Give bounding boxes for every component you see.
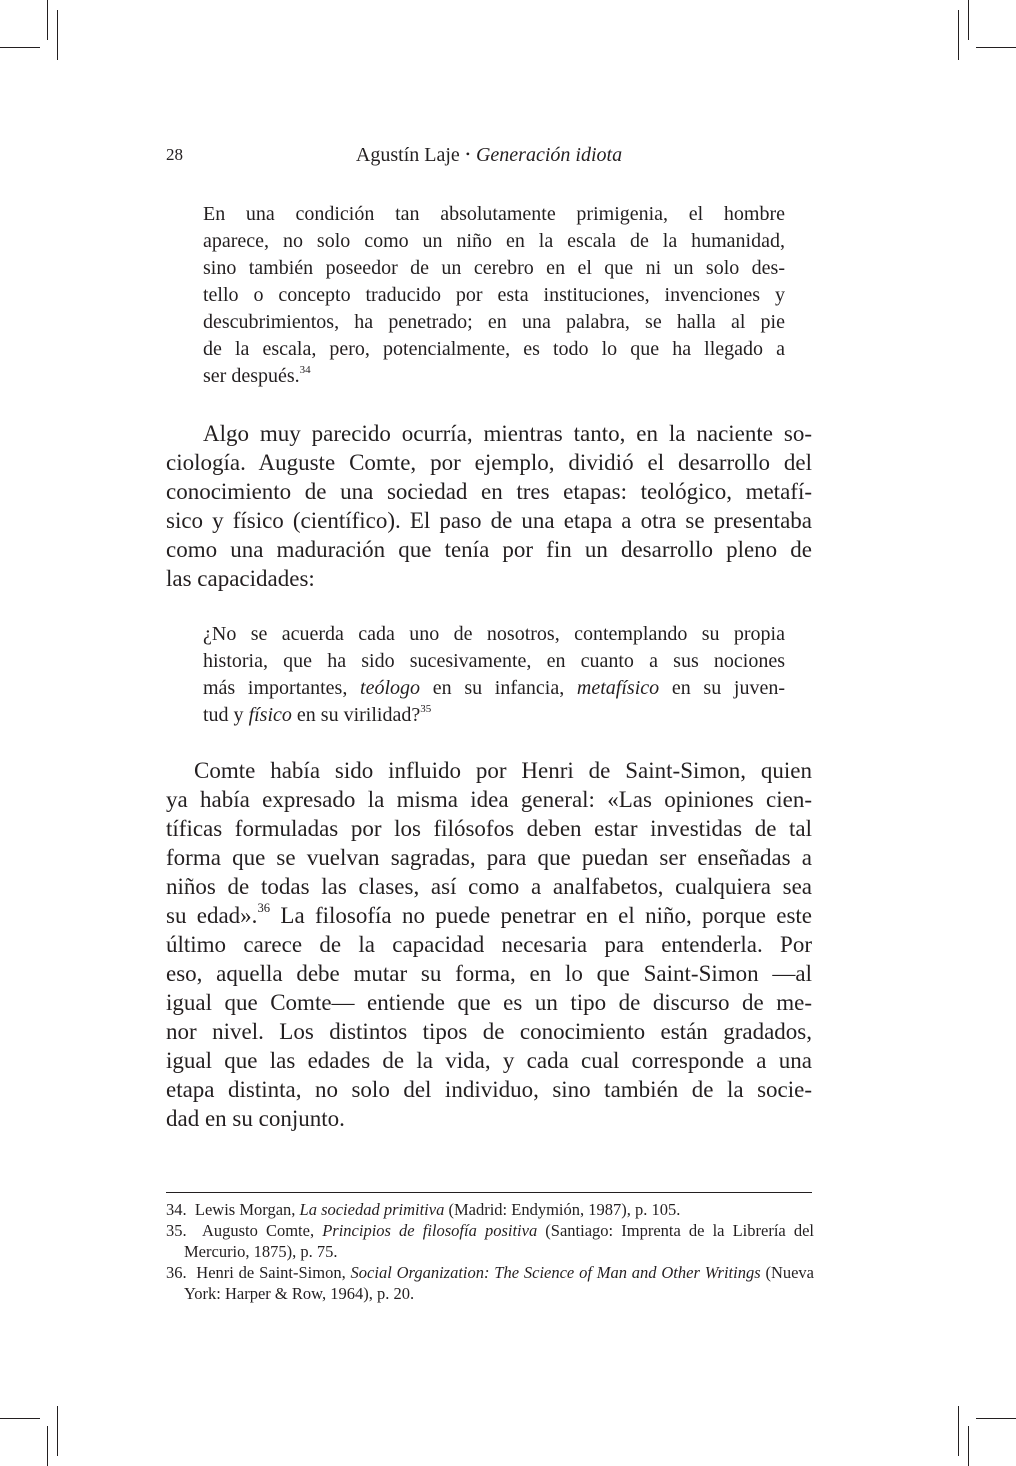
paragraph-line: niños de todas las clases, así como a analfabetos, cualquiera sea bbox=[166, 874, 812, 899]
paragraph-line: igual que las edades de la vida, y cada cual corresponde a una bbox=[166, 1048, 812, 1073]
paragraph-line: etapa distinta, no solo del individuo, sino también de la socie- bbox=[166, 1077, 812, 1102]
paragraph-line: nor nivel. Los distintos tipos de conocimiento están gradados, bbox=[166, 1019, 812, 1044]
paragraph-line: las capacidades: bbox=[166, 566, 315, 591]
italic-term: metafísico bbox=[576, 677, 660, 699]
footnote-text: Augusto Comte, bbox=[201, 1221, 323, 1240]
paragraph-line: tíficas formuladas por los filósofos deben estar investidas de tal bbox=[166, 816, 812, 841]
crop-mark bbox=[976, 47, 1016, 48]
block-quote-morgan bbox=[203, 201, 785, 390]
quote-line: descubrimientos, ha penetrado; en una palabra, se halla al pie bbox=[203, 311, 785, 333]
paragraph-line: igual que Comte— entiende que es un tipo de discurso de me- bbox=[166, 990, 812, 1015]
body-paragraph bbox=[166, 419, 812, 593]
quote-line: tello o concepto traducido por esta instituciones, invenciones y bbox=[203, 284, 785, 306]
quote-line: aparece, no solo como un niño en la escala de la humanidad, bbox=[203, 230, 785, 252]
footnote-text: (Nueva York: Harper & Row, 1964), p. 20. bbox=[184, 1263, 815, 1303]
footnote-text: (Santiago: Imprenta de la Librería del Mercurio, 1875), p. 75. bbox=[184, 1221, 815, 1261]
footnote-number: 34. bbox=[166, 1200, 187, 1219]
paragraph-line bbox=[166, 756, 812, 785]
footnote-text: (Madrid: Endymión, 1987), p. 105. bbox=[444, 1200, 681, 1219]
quote-line: En una condición tan absolutamente primigenia, el hombre bbox=[203, 203, 785, 225]
crop-mark bbox=[958, 10, 959, 60]
body-paragraph bbox=[166, 756, 812, 1133]
crop-mark bbox=[0, 1418, 40, 1419]
footnote-text: Henri de Saint-Simon, bbox=[196, 1263, 351, 1282]
quote-text: tud y bbox=[203, 704, 249, 726]
crop-mark bbox=[47, 1426, 48, 1466]
footnote-rule bbox=[166, 1192, 812, 1193]
paragraph-line-text: Algo muy parecido ocurría, mientras tanto, en la naciente so- bbox=[203, 421, 812, 446]
paragraph-line: eso, aquella debe mutar su forma, en lo que Saint-Simon —al bbox=[166, 961, 812, 986]
footnotes bbox=[166, 1199, 814, 1304]
footnote-number: 35. bbox=[166, 1221, 187, 1240]
crop-mark bbox=[976, 1418, 1016, 1419]
paragraph-line: dad en su conjunto. bbox=[166, 1106, 345, 1131]
quote-text: en su virilidad? bbox=[291, 704, 421, 726]
book-title: Generación idiota bbox=[475, 144, 623, 166]
italic-term: físico bbox=[248, 704, 292, 726]
quote-line bbox=[203, 702, 785, 729]
quote-line: historia, que ha sido sucesivamente, en cuanto a sus nociones bbox=[203, 650, 785, 672]
bullet-separator: • bbox=[465, 147, 470, 161]
footnote-title: Social Organization: The Science of Man and Other Writings bbox=[350, 1263, 761, 1282]
paragraph-line: ya había expresado la misma idea general: «Las opiniones cien- bbox=[166, 787, 812, 812]
crop-mark bbox=[47, 0, 48, 40]
block-quote-comte bbox=[203, 621, 785, 729]
author-name: Agustín Laje bbox=[355, 144, 460, 166]
paragraph-line: sico y físico (científico). El paso de una etapa a otra se presentaba bbox=[166, 508, 812, 533]
quote-line: de la escala, pero, potencialmente, es todo lo que ha llegado a bbox=[203, 338, 785, 360]
crop-mark bbox=[0, 47, 40, 48]
crop-mark bbox=[968, 0, 969, 40]
crop-mark bbox=[57, 1406, 58, 1456]
paragraph-line: ciología. Auguste Comte, por ejemplo, dividió el desarrollo del bbox=[166, 450, 812, 475]
quote-line bbox=[203, 363, 785, 390]
footnote-title: La sociedad primitiva bbox=[299, 1200, 445, 1219]
quote-line: sino también poseedor de un cerebro en el que ni un solo des- bbox=[203, 257, 785, 279]
quote-text: en su juven- bbox=[659, 677, 785, 699]
quote-line: ¿No se acuerda cada uno de nosotros, contemplando su propia bbox=[203, 623, 785, 645]
crop-mark bbox=[57, 10, 58, 60]
page-number: 28 bbox=[166, 145, 183, 164]
footnote-title: Principios de filosofía positiva bbox=[322, 1221, 538, 1240]
footnote-35 bbox=[166, 1220, 814, 1262]
quote-line bbox=[203, 675, 785, 702]
paragraph-line-text: su edad». bbox=[166, 903, 258, 928]
paragraph-line: forma que se vuelvan sagradas, para que puedan ser enseñadas a bbox=[166, 845, 812, 870]
paragraph-line bbox=[166, 419, 812, 448]
footnote-36 bbox=[166, 1262, 814, 1304]
paragraph-line-text: La filosofía no puede penetrar en el niño, porque este bbox=[270, 903, 812, 928]
footnote-number: 36. bbox=[166, 1263, 187, 1282]
paragraph-line bbox=[166, 901, 812, 930]
quote-line-text: ser después. bbox=[203, 365, 300, 387]
crop-mark bbox=[958, 1406, 959, 1456]
footnote-ref: 36 bbox=[257, 901, 271, 916]
paragraph-line: conocimiento de una sociedad en tres etapas: teológico, metafí- bbox=[166, 479, 812, 504]
italic-term: teólogo bbox=[360, 677, 421, 699]
quote-text: en su infancia, bbox=[420, 677, 577, 699]
footnote-ref: 34 bbox=[299, 363, 311, 376]
quote-text: más importantes, bbox=[203, 677, 361, 699]
paragraph-line-text: Comte había sido influido por Henri de Saint-Simon, quien bbox=[194, 758, 812, 783]
footnote-34 bbox=[166, 1199, 814, 1220]
footnote-ref: 35 bbox=[420, 702, 432, 715]
paragraph-line: último carece de la capacidad necesaria para entenderla. Por bbox=[166, 932, 812, 957]
paragraph-line: como una maduración que tenía por fin un desarrollo pleno de bbox=[166, 537, 812, 562]
running-head bbox=[166, 143, 812, 169]
footnote-text: Lewis Morgan, bbox=[194, 1200, 300, 1219]
crop-mark bbox=[968, 1426, 969, 1466]
